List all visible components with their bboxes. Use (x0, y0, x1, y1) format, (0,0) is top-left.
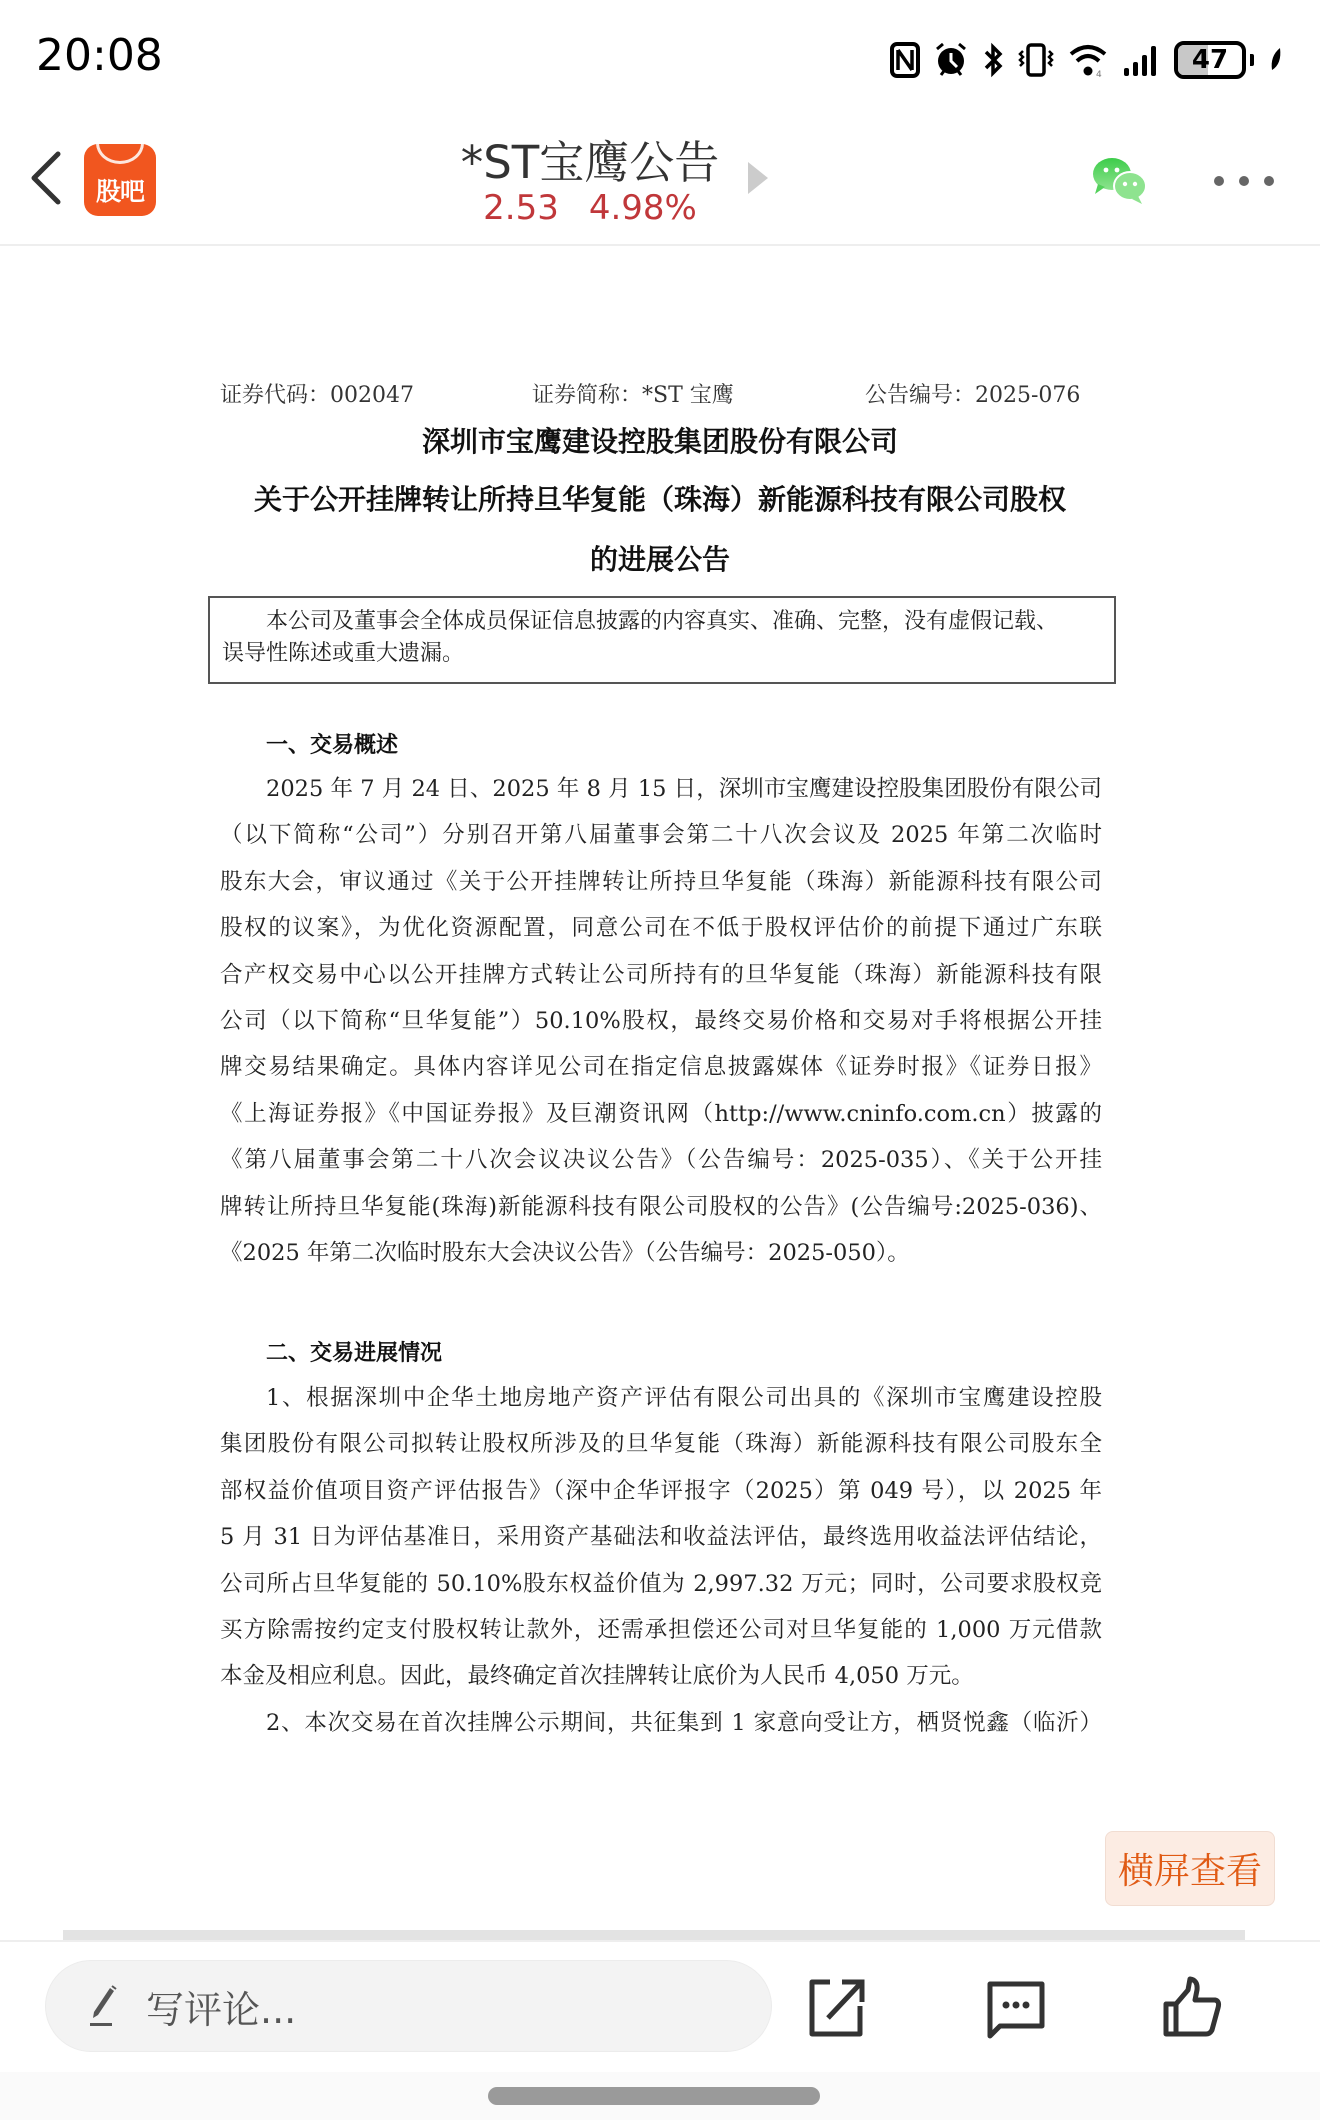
announcement-number: 公告编号：2025-076 (865, 383, 1081, 408)
stock-change: 4.98% (588, 188, 697, 228)
stock-quote (440, 188, 740, 228)
nfc-icon (890, 42, 920, 78)
paragraph-line: 部权益价值项目资产评估报告》（深中企华评报字（2025）第 049 号），以 2025 年 (220, 1477, 1102, 1504)
paragraph-line: （以下简称“公司”）分别召开第八届董事会第二十八次会议及 2025 年第二次临时 (220, 822, 1102, 849)
paragraph-line: 《2025 年第二次临时股东大会决议公告》（公告编号：2025-050）。 (220, 1240, 910, 1266)
signal-icon (1122, 42, 1160, 78)
disclaimer-line: 误导性陈述或重大遗漏。 (222, 641, 465, 666)
pencil-icon (88, 1984, 124, 2028)
security-code: 证券代码：002047 (220, 383, 414, 408)
more-options-icon[interactable] (1214, 174, 1274, 188)
comment-input[interactable] (45, 1960, 772, 2052)
paragraph-line: 买方除需按约定支付股权转让款外，还需承担偿还公司对旦华复能的 1,000 万元借款 (220, 1617, 1102, 1643)
logo-text: 股吧 (95, 177, 144, 206)
logo-arc (96, 144, 144, 164)
document-meta (220, 378, 1080, 414)
landscape-view-button[interactable]: 横屏查看 (1105, 1831, 1275, 1906)
paragraph-line: 牌转让所持旦华复能(珠海)新能源科技有限公司股权的公告》(公告编号:2025-036)、 (220, 1193, 1102, 1220)
paragraph-line: 2025 年 7 月 24 日、2025 年 8 月 15 日，深圳市宝鹰建设控股集团股份有限公司 (266, 776, 1102, 802)
wifi-icon (1068, 42, 1108, 78)
battery-tip (1250, 54, 1254, 66)
section-heading: 二、交易进展情况 (266, 1341, 443, 1366)
app-header (0, 110, 1320, 246)
paragraph-line: 2、本次交易在首次挂牌公示期间，共征集到 1 家意向受让方，栖贤悦鑫（临沂） (266, 1709, 1102, 1736)
leaf-icon (1268, 42, 1284, 78)
doc-title-line: 深圳市宝鹰建设控股集团股份有限公司 (421, 425, 898, 458)
paragraph-line: 1、根据深圳中企华土地房地产资产评估有限公司出具的《深圳市宝鹰建设控股 (266, 1385, 1102, 1411)
like-icon[interactable] (1160, 1976, 1224, 2040)
comment-icon[interactable] (984, 1976, 1048, 2040)
home-indicator[interactable] (488, 2087, 820, 2120)
wechat-icon[interactable] (1090, 154, 1150, 206)
back-arrow-icon[interactable] (22, 148, 72, 208)
paragraph-line: 股权的议案》，为优化资源配置，同意公司在不低于股权评估价的前提下通过广东联 (220, 915, 1102, 942)
section-heading: 一、交易概述 (266, 733, 399, 758)
status-icons (890, 40, 1284, 80)
paragraph-line: 集团股份有限公司拟转让股权所涉及的旦华复能（珠海）新能源科技有限公司股东全 (220, 1431, 1102, 1458)
doc-title-line: 关于公开挂牌转让所持旦华复能（珠海）新能源科技有限公司股权 (253, 483, 1066, 516)
comment-placeholder: 写评论... (146, 1987, 297, 2032)
share-icon[interactable] (806, 1976, 870, 2040)
expand-arrow-icon[interactable] (748, 162, 768, 194)
paragraph-line: 公司（以下简称“旦华复能”）50.10%股权，最终交易价格和交易对手将根据公开挂 (220, 1008, 1102, 1034)
svg-text:4: 4 (1096, 70, 1102, 78)
announcement-document (0, 248, 1320, 1928)
paragraph-line: 本金及相应利息。因此，最终确定首次挂牌转让底价为人民币 4,050 万元。 (220, 1663, 974, 1690)
horizontal-scrollbar[interactable] (63, 1930, 1245, 1940)
battery-icon (1174, 41, 1246, 79)
paragraph-line: 5 月 31 日为评估基准日，采用资产基础法和收益法评估，最终选用收益法评估结论， (220, 1524, 1102, 1551)
divider (0, 1940, 1320, 1942)
page-title[interactable]: *ST宝鹰公告 (460, 136, 720, 189)
paragraph-line: 公司所占旦华复能的 50.10%股东权益价值为 2,997.32 万元；同时，公司要求股权竞 (220, 1570, 1102, 1597)
guba-logo[interactable] (84, 144, 156, 216)
disclaimer-text: 本公司及董事会全体成员保证信息披露的内容真实、准确、完整，没有虚假记载、 (266, 609, 1059, 634)
paragraph-line: 《第八届董事会第二十八次会议决议公告》（公告编号：2025-035）、《关于公开挂 (220, 1147, 1102, 1174)
paragraph-line: 《上海证券报》《中国证券报》及巨潮资讯网（http://www.cninfo.com.cn）披露的 (220, 1100, 1102, 1127)
paragraph-line: 合产权交易中心以公开挂牌方式转让公司所持有的旦华复能（珠海）新能源科技有限 (220, 961, 1102, 988)
status-time: 20:08 (36, 30, 163, 81)
disclaimer-line (222, 606, 1104, 638)
stock-price: 2.53 (483, 188, 559, 228)
status-bar (0, 0, 1320, 110)
bluetooth-icon (982, 42, 1004, 78)
doc-title-line: 的进展公告 (589, 543, 730, 576)
vibrate-icon (1018, 42, 1054, 78)
disclaimer-box (208, 596, 1116, 684)
security-short-name: 证券简称：*ST 宝鹰 (532, 383, 734, 408)
paragraph-line: 牌交易结果确定。具体内容详见公司在指定信息披露媒体《证券时报》《证券日报》 (220, 1054, 1102, 1081)
battery-level: 47 (1191, 45, 1229, 75)
alarm-icon (934, 42, 968, 78)
paragraph-line: 股东大会，审议通过《关于公开挂牌转让所持旦华复能（珠海）新能源科技有限公司 (220, 868, 1102, 895)
